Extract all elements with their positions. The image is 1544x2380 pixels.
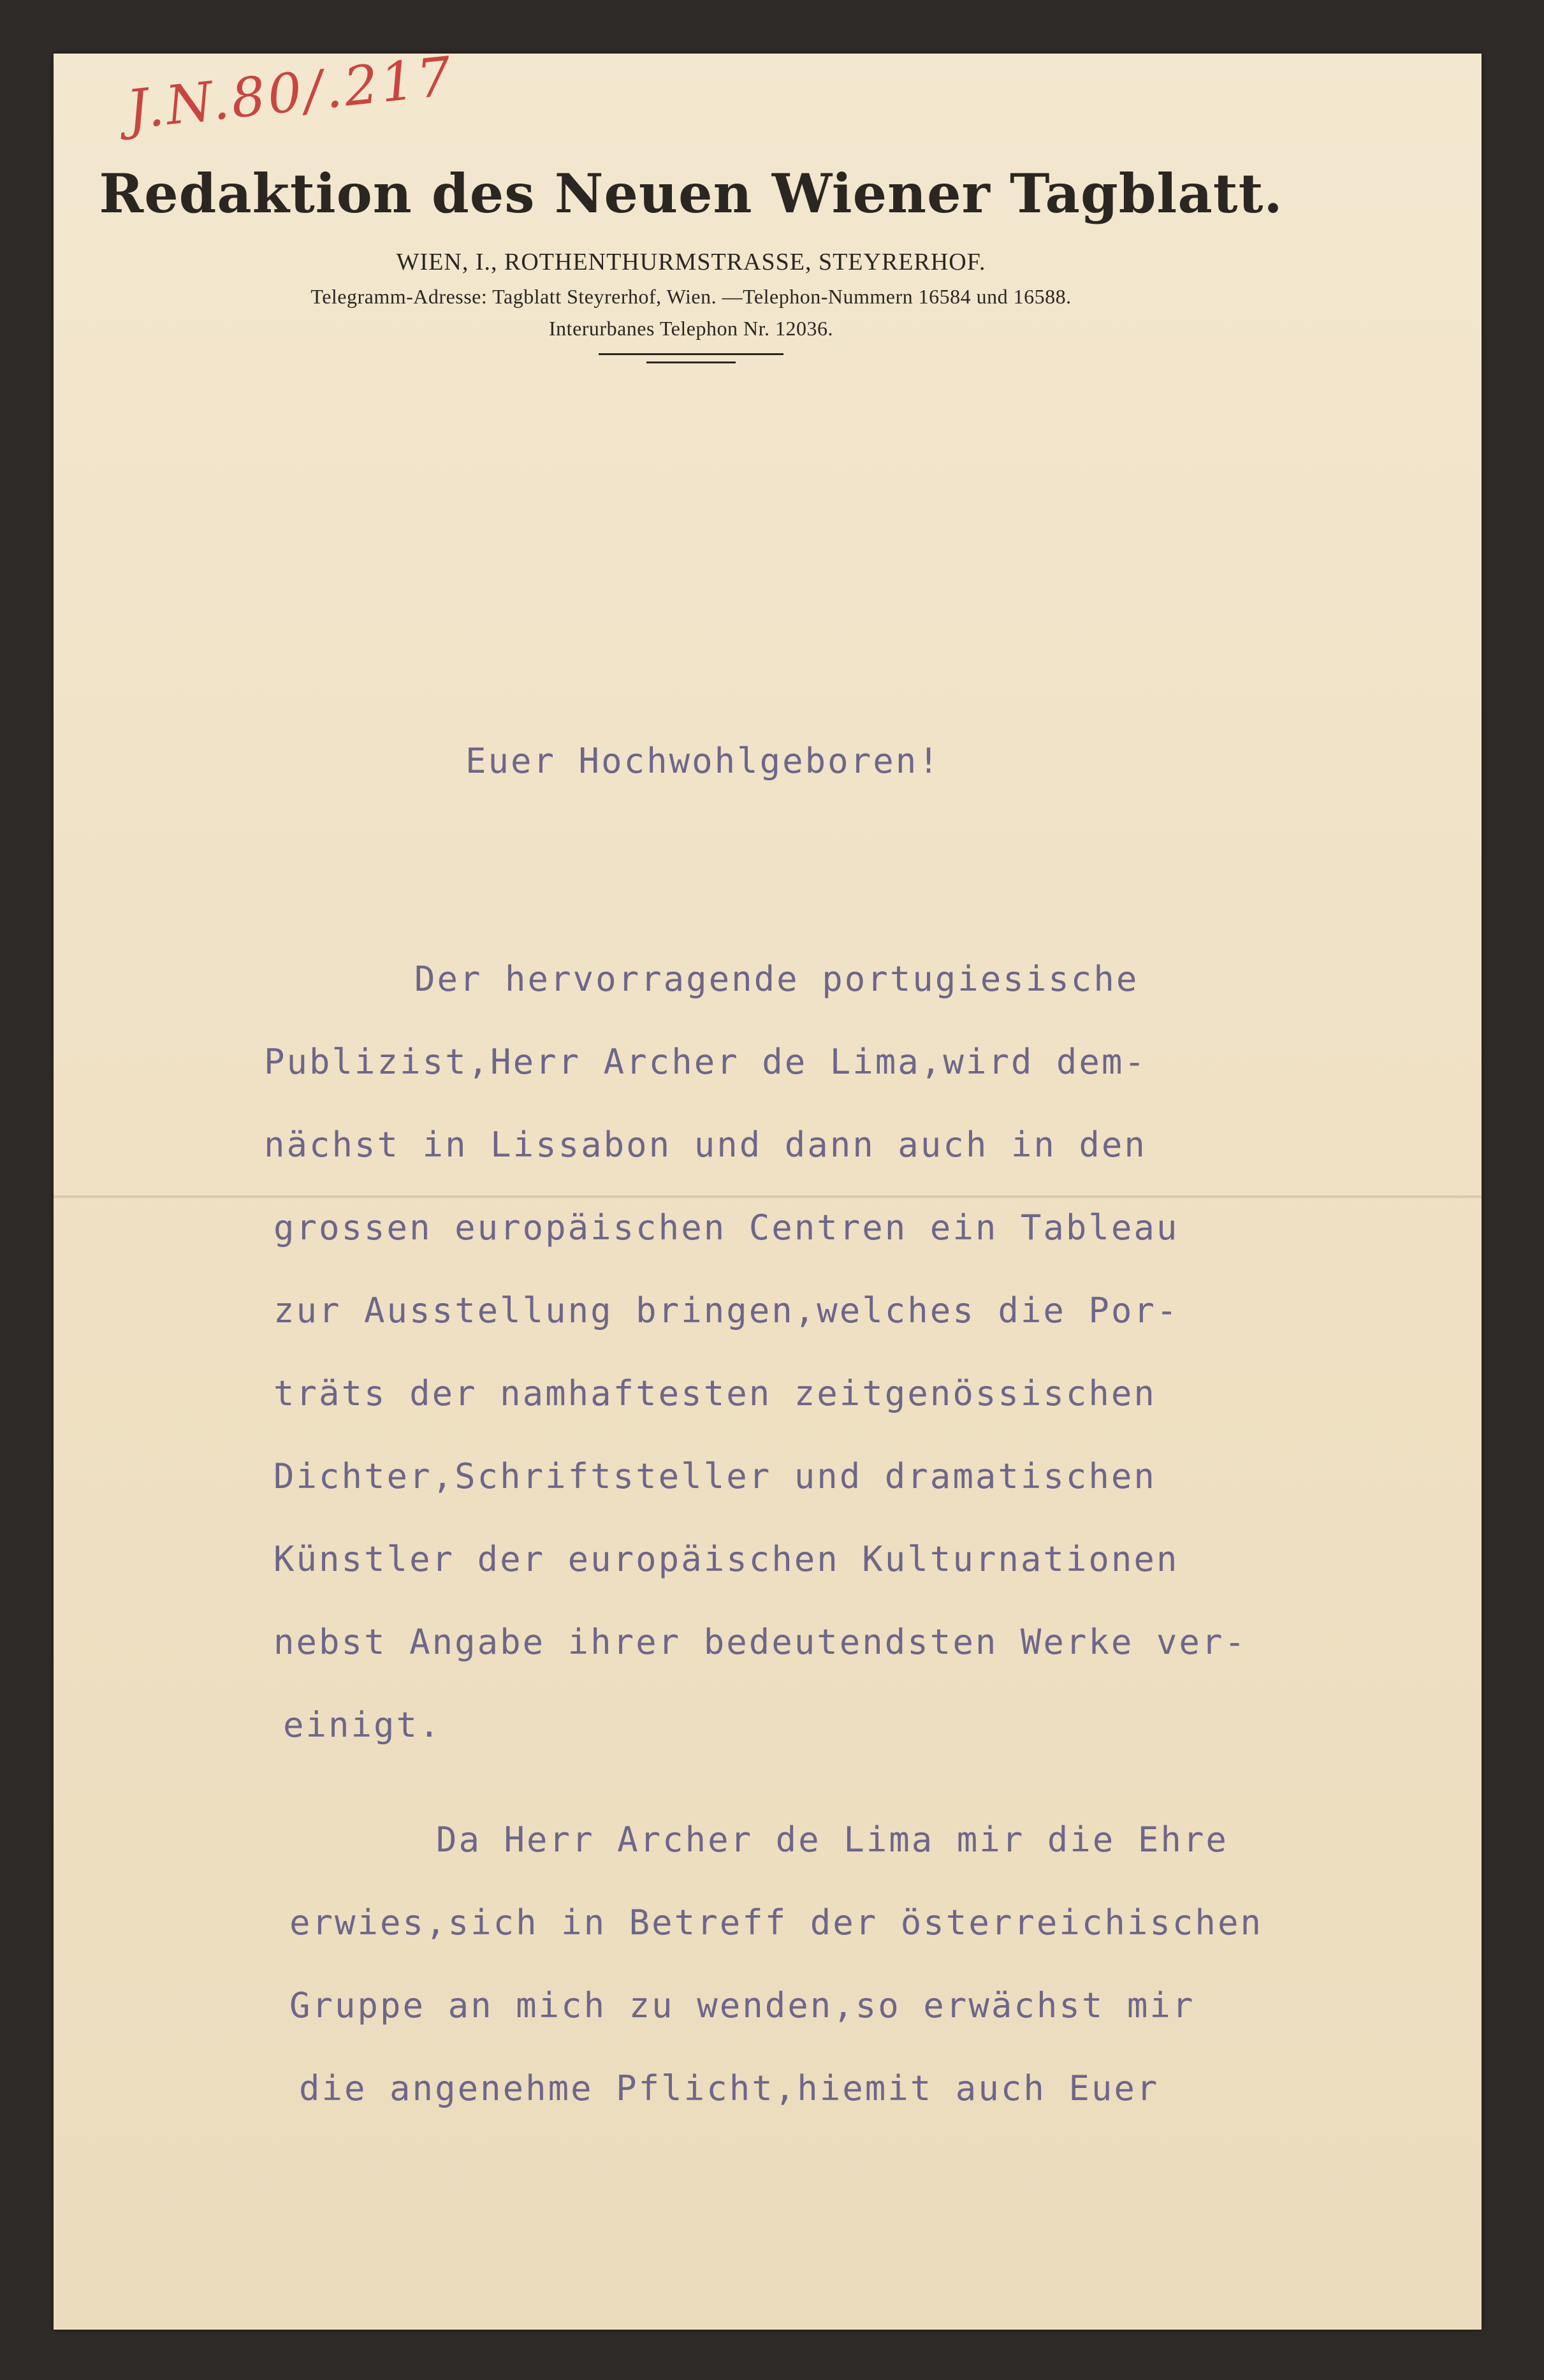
letter-line: erwies,sich in Betreff der österreichischen <box>289 1902 1263 1943</box>
letter-line: Dichter,Schriftsteller und dramatischen <box>273 1456 1156 1496</box>
letter-line: Künstler der europäischen Kulturnationen <box>273 1539 1179 1579</box>
letterhead-rule-long <box>599 353 783 355</box>
letterhead-rule-short <box>646 361 736 363</box>
letter-line: zur Ausstellung bringen,welches die Por- <box>273 1290 1179 1331</box>
letter-line: träts der namhaftesten zeitgenössischen <box>273 1373 1156 1413</box>
letterhead-address: WIEN, I., ROTHENTHURMSTRASSE, STEYRERHOF. <box>396 249 986 275</box>
letter-line: Da Herr Archer de Lima mir die Ehre <box>436 1820 1228 1860</box>
letterhead-telegram: Telegramm-Adresse: Tagblatt Steyrerhof, Wien. —Telephon-Nummern 16584 und 16588. <box>310 285 1072 308</box>
letter-line: Gruppe an mich zu wenden,so erwächst mir <box>289 1985 1195 2026</box>
letter-line: grossen europäischen Centren ein Tableau <box>273 1208 1179 1248</box>
paper-fold <box>54 1195 1482 1199</box>
letter-line: Der hervorragende portugiesische <box>414 959 1139 999</box>
salutation: Euer Hochwohlgeboren! <box>465 741 941 781</box>
letterhead <box>54 156 1329 363</box>
letter-sheet <box>54 45 1482 2330</box>
letter-line: die angenehme Pflicht,hiemit auch Euer <box>299 2068 1160 2108</box>
archive-shelfmark: J.N.80/.217 <box>124 45 457 142</box>
letter-line: einigt. <box>283 1705 442 1745</box>
letterhead-interurban-phone: Interurbanes Telephon Nr. 12036. <box>549 317 833 340</box>
letter-line: nächst in Lissabon und dann auch in den <box>264 1125 1147 1165</box>
masthead-title: Redaktion des Neuen Wiener Tagblatt. <box>99 162 1283 225</box>
letter-line: Publizist,Herr Archer de Lima,wird dem- <box>264 1042 1147 1082</box>
letter-line: nebst Angabe ihrer bedeutendsten Werke ver- <box>273 1622 1247 1662</box>
